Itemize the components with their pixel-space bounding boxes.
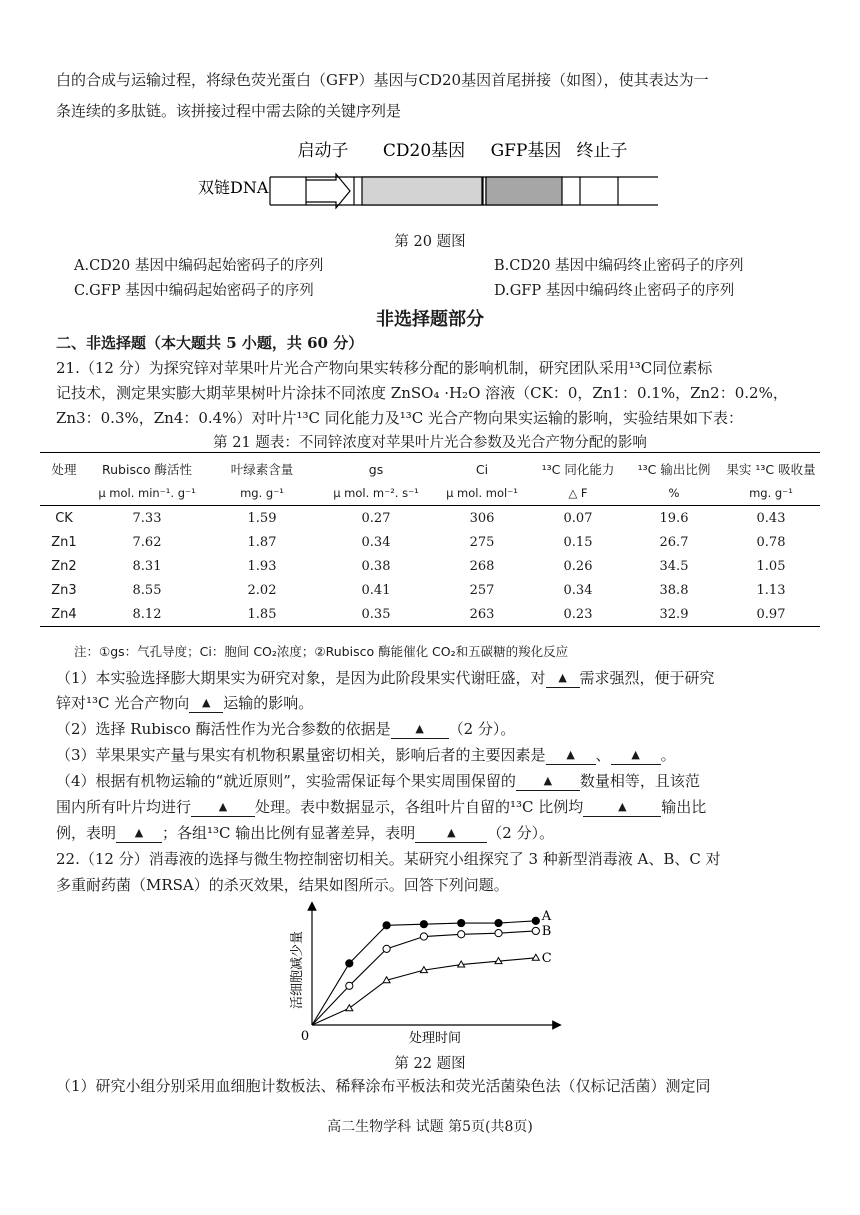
q22-figure-caption: 第 22 题图 [394,1056,466,1072]
answer-blank[interactable]: ▲ [583,798,661,817]
answer-blank[interactable]: ▲ [415,824,487,843]
data-point-b [420,933,427,940]
row-label: Zn1 [51,534,77,550]
table-cell: 1.93 [247,558,277,574]
table-cell: 1.59 [247,510,277,526]
table-cell: 0.15 [563,534,593,550]
table-cell: 0.78 [756,534,786,550]
answer-blank[interactable]: ▲ [611,746,661,765]
table-cell: 0.97 [722,602,820,627]
q20-option-c: C.GFP 基因中编码起始密码子的序列 [74,283,314,299]
table-row [40,578,820,602]
answer-blank[interactable]: ▲ [546,746,596,765]
column-unit: μ mol. mol⁻¹ [434,481,530,506]
table-row [40,506,820,531]
answer-blank[interactable]: ▲ [191,798,255,817]
table-row [40,554,820,578]
answer-blank[interactable]: ▲ [391,720,449,739]
row-label: CK [55,510,73,526]
origin-label: 0 [300,1029,310,1044]
table-cell: 7.62 [132,534,162,550]
table-cell: 268 [469,558,495,574]
q22-sub1: （1）研究小组分别采用血细胞计数板法、稀释涂布平板法和荧光活菌染色法（仅标记活菌）测定同 [56,1077,711,1095]
table-header-row [40,453,820,482]
table-row [40,602,820,627]
label-promoter: 启动子 [297,141,349,161]
label-cd20-gene: CD20基因 [382,141,466,161]
column-unit [40,481,88,506]
data-point-b [346,982,353,989]
q21-table-note: 注：①gs：气孔导度；Ci：胞间 CO₂浓度；②Rubisco 酶能催化 CO₂和五碳糖的羧化反应 [74,644,569,659]
row-label: Zn4 [40,602,88,627]
q21-line3: Zn3：0.3%，Zn4：0.4%）对叶片¹³C 同化能力及¹³C 光合产物向果实运输的影响，实验结果如下表： [56,409,744,427]
table-cell: 1.13 [756,582,786,598]
x-axis-label: 处理时间 [408,1031,462,1046]
page-footer: 高二生物学科 试题 第5页(共8页) [327,1119,533,1135]
q21-sub4-line3: 例，表明 ▲ ；各组¹³C 输出比例有显著差异，表明 ▲ （2 分）。 [56,824,555,842]
table-cell: 19.6 [659,510,689,526]
data-point-c [346,1005,353,1011]
q22-line2: 多重耐药菌（MRSA）的杀灭效果，结果如图所示。回答下列问题。 [56,876,509,894]
q21-sub1-line1: （1）本实验选择膨大期果实为研究对象，是因为此阶段果实代谢旺盛，对 ▲ 需求强烈，便于研究 [56,669,715,687]
column-header: 处理 [40,453,88,482]
table-cell: 0.41 [361,582,391,598]
column-unit: μ mol. min⁻¹. g⁻¹ [88,481,206,506]
q20-option-b: B.CD20 基因中编码终止密码子的序列 [494,258,744,274]
chart-series-group [312,909,552,1025]
q21-sub4-line2: 围内所有叶片均进行 ▲ 处理。表中数据显示，各组叶片自留的¹³C 比例均 ▲ 输出比 [56,798,707,816]
q20-figure-caption: 第 20 题图 [394,234,466,250]
answer-blank[interactable]: ▲ [116,824,162,843]
data-point-c [532,954,539,960]
label-terminator: 终止子 [576,141,628,161]
table-row [40,530,820,554]
table-cell: 26.7 [659,534,689,550]
q21-sub1-line2: 锌对¹³C 光合产物向 ▲ 运输的影响。 [56,694,314,712]
table-cell: 0.35 [318,602,434,627]
q21-sub2: （2）选择 Rubisco 酶活性作为光合参数的依据是 ▲ （2 分）。 [56,720,516,738]
column-unit: mg. g⁻¹ [722,481,820,506]
table-cell: 0.43 [756,510,786,526]
data-point-a [383,922,390,929]
column-unit: mg. g⁻¹ [206,481,318,506]
section-heading: 二、非选择题（本大题共 5 小题，共 60 分） [56,334,364,352]
data-point-a [532,917,539,924]
table-cell: 0.38 [361,558,391,574]
series-label-b: B [541,923,552,939]
row-label: Zn3 [51,582,77,598]
table-cell: 0.27 [361,510,391,526]
cd20-gene-block [362,177,482,205]
table-cell: 34.5 [659,558,689,574]
table-cell: 0.23 [530,602,626,627]
label-double-strand-dna: 双链DNA [198,178,269,197]
data-point-a [346,960,353,967]
table-cell: 1.05 [756,558,786,574]
data-point-b [383,945,390,952]
q21-sub3: （3）苹果果实产量与果实有机物积累量密切相关，影响后者的主要因素是 ▲ 、 ▲ 。 [56,746,676,764]
table-cell: 2.02 [247,582,277,598]
column-header: 叶绿素含量 [206,453,318,482]
gfp-gene-block [486,177,562,205]
column-header: ¹³C 输出比例 [626,453,722,482]
row-label: Zn2 [51,558,77,574]
column-header: Rubisco 酶活性 [88,453,206,482]
column-unit: % [626,481,722,506]
table-unit-row [40,481,820,506]
y-axis-label: 活细胞减少量 [290,930,305,1010]
q20-dna-diagram [190,130,670,220]
data-point-a [458,919,465,926]
q20-intro-line1: 白的合成与运输过程，将绿色荧光蛋白（GFP）基因与CD20基因首尾拼接（如图），使其表达为一 [56,71,709,89]
q20-option-a: A.CD20 基因中编码起始密码子的序列 [74,258,324,274]
table-cell: 257 [469,582,495,598]
data-point-a [495,919,502,926]
data-point-b [532,927,539,934]
table-cell: 0.07 [563,510,593,526]
column-header: ¹³C 同化能力 [530,453,626,482]
column-header: Ci [434,453,530,482]
table-cell: 38.8 [659,582,689,598]
q21-sub4-line1: （4）根据有机物运输的“就近原则”，实验需保证每个果实周围保留的 ▲ 数量相等，且该范 [56,772,700,790]
q21-data-table [40,452,820,627]
data-point-a [420,921,427,928]
table-cell: 8.55 [132,582,162,598]
q21-line1: 21.（12 分）为探究锌对苹果叶片光合产物向果实转移分配的影响机制，研究团队采用¹³C同位素标 [56,359,713,377]
table-cell: 7.33 [132,510,162,526]
table-cell: 263 [434,602,530,627]
column-header: 果实 ¹³C 吸收量 [722,453,820,482]
promoter-arrow [306,174,350,208]
column-unit: △ F [530,481,626,506]
q20-intro-line2: 条连续的多肽链。该拼接过程中需去除的关键序列是 [56,102,402,120]
q20-option-d: D.GFP 基因中编码终止密码子的序列 [494,283,735,299]
answer-blank[interactable]: ▲ [546,669,580,688]
q21-line2: 记技术，测定果实膨大期苹果树叶片涂抹不同浓度 ZnSO₄ ·H₂O 溶液（CK：0，Zn1：0.1%，Zn2：0.2%， [56,384,788,402]
series-label-a: A [541,908,552,924]
table-cell: 275 [469,534,495,550]
q22-line1: 22.（12 分）消毒液的选择与微生物控制密切相关。某研究小组探究了 3 种新型消毒液 A、B、C 对 [56,850,721,868]
section-title: 非选择题部分 [376,309,484,330]
table-cell: 32.9 [626,602,722,627]
q22-line-chart [285,900,585,1048]
table-cell: 0.34 [563,582,593,598]
q21-table-title: 第 21 题表：不同锌浓度对苹果叶片光合参数及光合产物分配的影响 [213,435,647,451]
column-header: gs [318,453,434,482]
answer-blank[interactable]: ▲ [189,694,223,713]
table-cell: 1.85 [206,602,318,627]
table-cell: 306 [469,510,495,526]
table-cell: 8.12 [88,602,206,627]
column-unit: μ mol. m⁻². s⁻¹ [318,481,434,506]
table-cell: 0.26 [563,558,593,574]
label-gfp-gene: GFP基因 [490,141,562,161]
data-point-b [458,931,465,938]
series-label-c: C [541,950,552,966]
answer-blank[interactable]: ▲ [516,772,580,791]
table-cell: 1.87 [247,534,277,550]
table-cell: 8.31 [132,558,162,574]
data-point-b [495,930,502,937]
table-cell: 0.34 [361,534,391,550]
